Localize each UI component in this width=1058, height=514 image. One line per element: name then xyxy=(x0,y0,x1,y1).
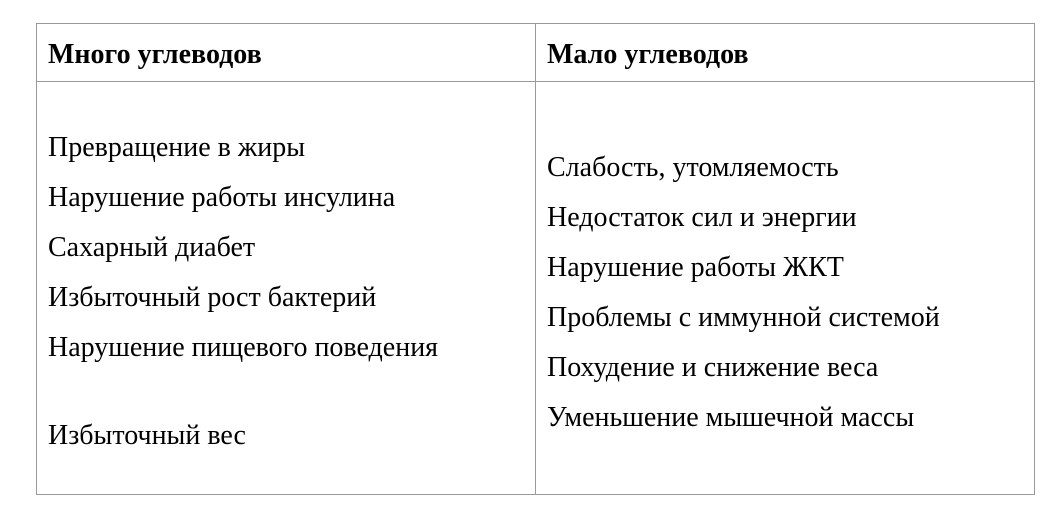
many-carbs-item: Избыточный вес xyxy=(48,420,246,451)
column-divider xyxy=(535,24,536,494)
many-carbs-item: Избыточный рост бактерий xyxy=(48,282,377,313)
many-carbs-item: Сахарный диабет xyxy=(48,232,256,263)
many-carbs-item: Нарушение работы инсулина xyxy=(48,182,396,213)
carbs-comparison-table xyxy=(36,23,1035,495)
header-many-carbs: Много углеводов xyxy=(48,39,262,70)
few-carbs-item: Слабость, утомляемость xyxy=(547,152,839,183)
header-divider xyxy=(37,81,1034,82)
many-carbs-item: Превращение в жиры xyxy=(48,132,306,163)
many-carbs-item: Нарушение пищевого поведения xyxy=(48,332,439,363)
few-carbs-item: Недостаток сил и энергии xyxy=(547,202,857,233)
few-carbs-item: Нарушение работы ЖКТ xyxy=(547,252,844,283)
few-carbs-item: Уменьшение мышечной массы xyxy=(547,402,915,433)
header-few-carbs: Мало углеводов xyxy=(547,39,749,70)
few-carbs-item: Проблемы с иммунной системой xyxy=(547,302,940,333)
few-carbs-item: Похудение и снижение веса xyxy=(547,352,879,383)
